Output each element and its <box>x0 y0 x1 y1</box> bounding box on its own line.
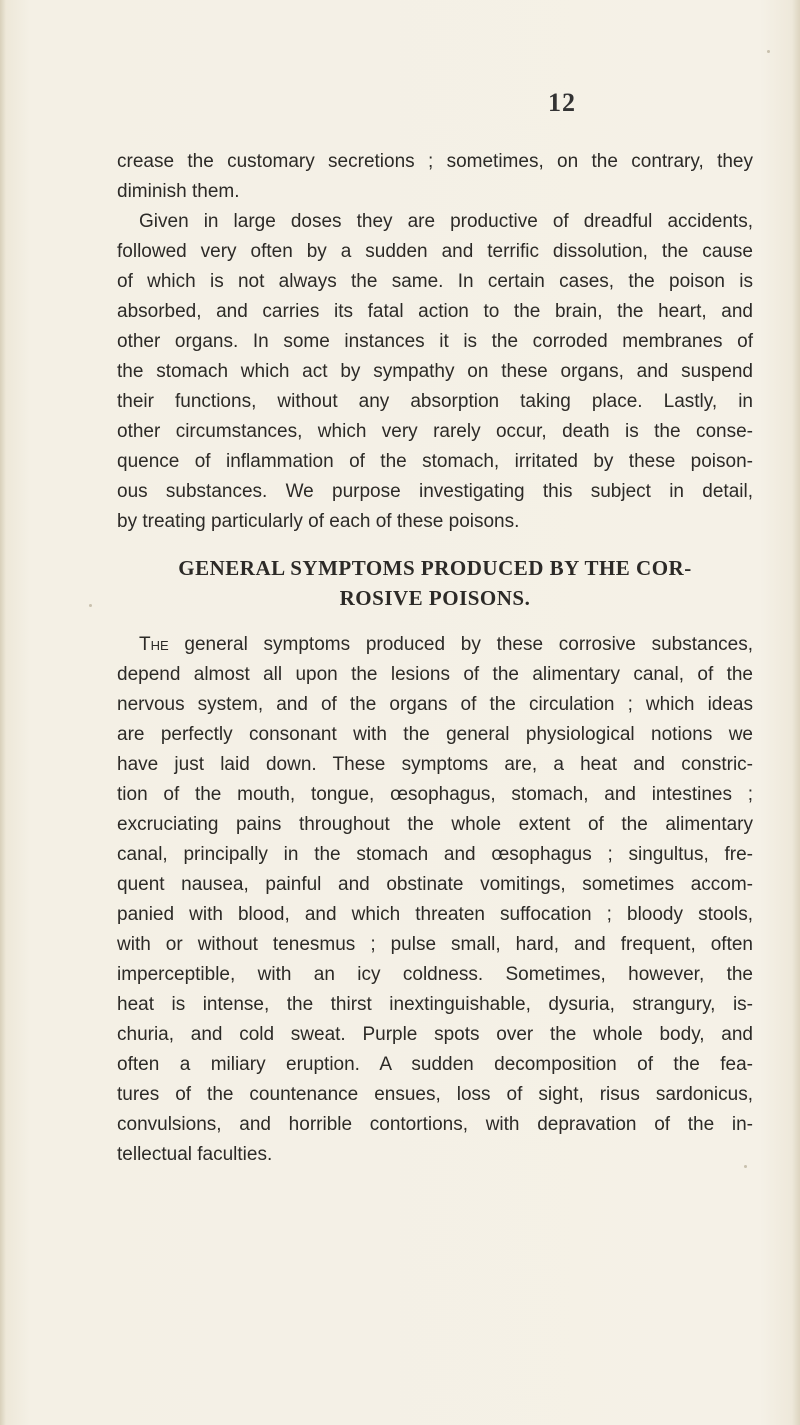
text-line: nervous system, and of the organs of the circulation ; which ideas <box>117 694 753 715</box>
text-line: quent nausea, painful and obstinate vomitings, sometimes accom- <box>117 874 753 895</box>
text-line: tures of the countenance ensues, loss of sight, risus sardonicus, <box>117 1084 753 1105</box>
text-line: often a miliary eruption. A sudden decomposition of the fea- <box>117 1054 753 1075</box>
text-line: with or without tenesmus ; pulse small, hard, and frequent, often <box>117 934 753 955</box>
text-line: churia, and cold sweat. Purple spots over the whole body, and <box>117 1024 753 1045</box>
page-body-text <box>117 147 753 1170</box>
text-line: followed very often by a sudden and terrific dissolution, the cause <box>117 241 753 262</box>
text-line: diminish them. <box>117 181 240 202</box>
text-line: by treating particularly of each of these poisons. <box>117 511 520 532</box>
text-line: are perfectly consonant with the general physiological notions we <box>117 724 753 745</box>
text-line: tellectual faculties. <box>117 1144 273 1165</box>
text-line: imperceptible, with an icy coldness. Sometimes, however, the <box>117 964 753 985</box>
paragraph-lead-rest: general symptoms produced by these corrosive substances, <box>168 634 753 655</box>
page-right-edge-shadow <box>792 0 800 1425</box>
text-line: excruciating pains throughout the whole extent of the alimentary <box>117 814 753 835</box>
page-number: 12 <box>548 88 576 117</box>
paper-speck <box>744 1165 747 1168</box>
text-line: heat is intense, the thirst inextinguishable, dysuria, strangury, is- <box>117 994 753 1015</box>
text-line: other organs. In some instances it is the corroded membranes of <box>117 331 753 352</box>
page-left-edge-shadow <box>0 0 6 1425</box>
text-line: depend almost all upon the lesions of the alimentary canal, of the <box>117 664 753 685</box>
text-line: the stomach which act by sympathy on these organs, and suspend <box>117 361 753 382</box>
text-line: other circumstances, which very rarely occur, death is the conse- <box>117 421 753 442</box>
text-line: have just laid down. These symptoms are, a heat and constric- <box>117 754 753 775</box>
text-line: canal, principally in the stomach and œsophagus ; singultus, fre- <box>117 844 753 865</box>
section-heading-line-2: ROSIVE POISONS. <box>339 586 531 610</box>
text-line: their functions, without any absorption taking place. Lastly, in <box>117 391 753 412</box>
text-line: absorbed, and carries its fatal action to the brain, the heart, and <box>117 301 753 322</box>
text-line: Given in large doses they are productive of dreadful accidents, <box>139 211 753 232</box>
paragraph-lead-word: The <box>139 634 169 655</box>
text-line: ous substances. We purpose investigating this subject in detail, <box>117 481 753 502</box>
text-line: tion of the mouth, tongue, œsophagus, stomach, and intestines ; <box>117 784 753 805</box>
text-line: crease the customary secretions ; sometimes, on the contrary, they <box>117 151 753 172</box>
paper-speck <box>89 604 92 607</box>
text-line: of which is not always the same. In certain cases, the poison is <box>117 271 753 292</box>
text-line: convulsions, and horrible contortions, with depravation of the in- <box>117 1114 753 1135</box>
section-heading-line-1: GENERAL SYMPTOMS PRODUCED BY THE COR- <box>178 556 692 580</box>
text-line <box>117 630 753 660</box>
text-line: panied with blood, and which threaten suffocation ; bloody stools, <box>117 904 753 925</box>
paper-speck <box>767 50 770 53</box>
text-line: quence of inflammation of the stomach, irritated by these poison- <box>117 451 753 472</box>
